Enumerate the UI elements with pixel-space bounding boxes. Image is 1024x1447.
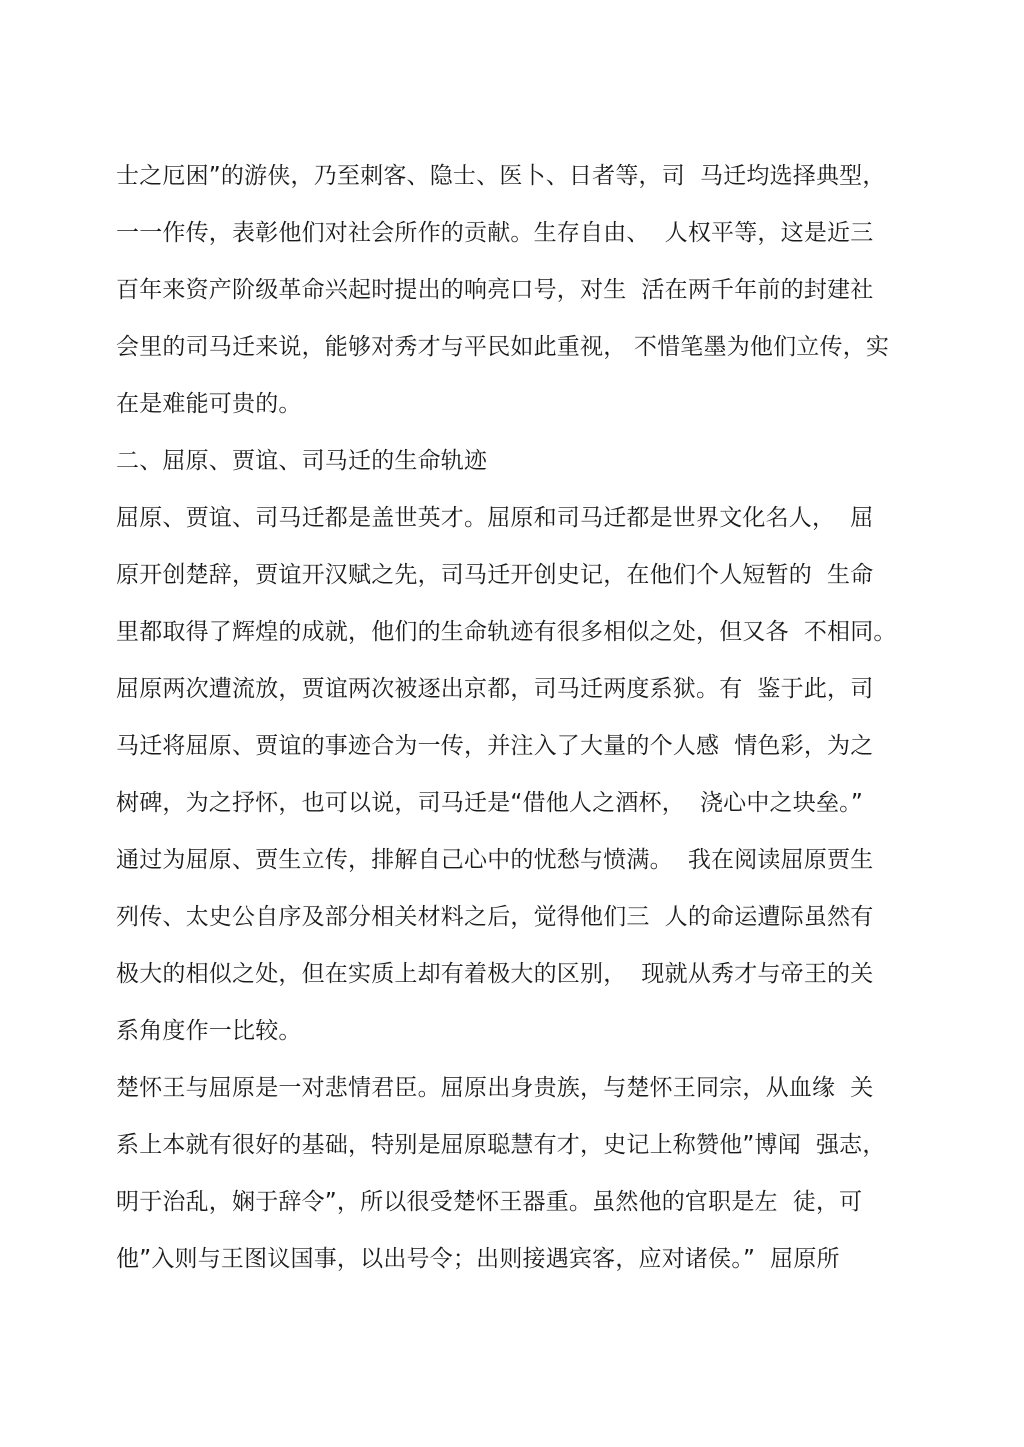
text-line: 明于治乱，娴于辞令”，所以很受楚怀王器重。虽然他的官职是左 徒，可 — [116, 1189, 863, 1215]
text-line: 原开创楚辞，贾谊开汉赋之先，司马迁开创史记，在他们个人短暂的 生命 — [116, 562, 874, 588]
text-line: 屈原两次遭流放，贾谊两次被逐出京都，司马迁两度系狱。有 鉴于此，司 — [116, 676, 874, 702]
body-text — [116, 148, 916, 1288]
text-line: 他”入则与王图议国事，以出号令；出则接遇宾客，应对诸侯。” 屈原所 — [116, 1246, 840, 1272]
text-line: 列传、太史公自序及部分相关材料之后，觉得他们三 人的命运遭际虽然有 — [116, 904, 874, 930]
section-heading: 二、屈原、贾谊、司马迁的生命轨迹 — [116, 448, 488, 474]
text-line: 士之厄困”的游侠，乃至刺客、隐士、医卜、日者等，司 马迁均选择典型， — [116, 163, 886, 189]
text-line: 楚怀王与屈原是一对悲情君臣。屈原出身贵族，与楚怀王同宗，从血缘 关 — [116, 1075, 874, 1101]
text-line: 通过为屈原、贾生立传，排解自己心中的忧愁与愤满。 我在阅读屈原贾生 — [116, 847, 874, 873]
text-line: 极大的相似之处，但在实质上却有着极大的区别， 现就从秀才与帝王的关 — [116, 961, 874, 987]
text-line: 里都取得了辉煌的成就，他们的生命轨迹有很多相似之处，但又各 不相同。 — [116, 619, 897, 645]
text-line: 在是难能可贵的。 — [116, 391, 302, 417]
text-line: 马迁将屈原、贾谊的事迹合为一传，并注入了大量的个人感 情色彩，为之 — [116, 733, 874, 759]
text-line: 百年来资产阶级革命兴起时提出的响亮口号，对生 活在两千年前的封建社 — [116, 277, 874, 303]
text-line: 屈原、贾谊、司马迁都是盖世英才。屈原和司马迁都是世界文化名人， 屈 — [116, 505, 874, 531]
text-line: 树碑，为之抒怀，也可以说，司马迁是“借他人之酒杯， 浇心中之块垒。” — [116, 790, 863, 816]
text-line: 系上本就有很好的基础，特别是屈原聪慧有才，史记上称赞他”博闻 强志， — [116, 1132, 886, 1158]
text-line: 一一作传，表彰他们对社会所作的贡献。生存自由、 人权平等，这是近三 — [116, 220, 874, 246]
text-line: 会里的司马迁来说，能够对秀才与平民如此重视， 不惜笔墨为他们立传，实 — [116, 334, 890, 360]
text-line: 系角度作一比较。 — [116, 1018, 302, 1044]
